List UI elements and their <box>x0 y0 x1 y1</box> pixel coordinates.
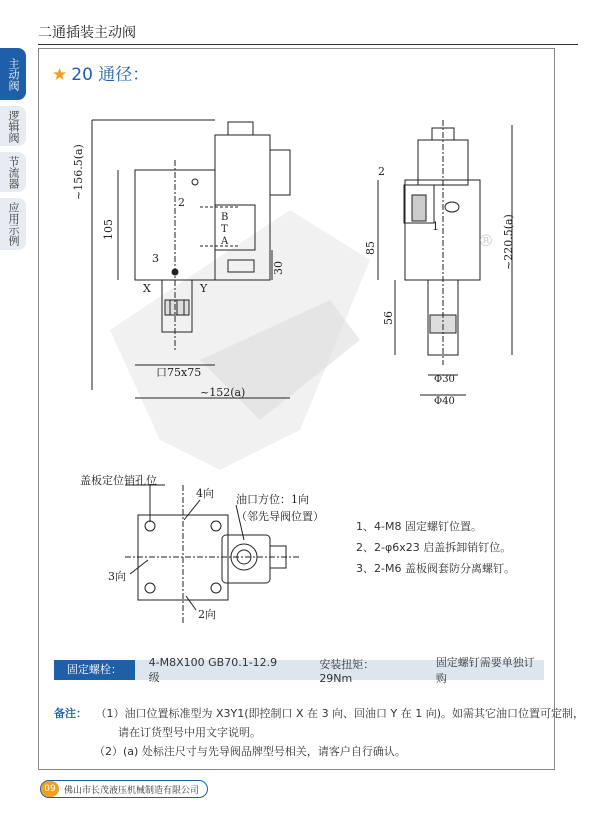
spec-bar <box>54 655 544 685</box>
spec-torque: 安装扭矩：29Nm <box>319 657 375 685</box>
dim-85: 85 <box>364 241 377 255</box>
dim-220: ~220.5(a) <box>502 214 515 270</box>
label-1-side: 1 <box>432 220 439 233</box>
oil-port-label: 油口方位：1向 <box>236 493 309 506</box>
spec-bolt: 4-M8X100 GB70.1-12.9 级 <box>148 655 278 684</box>
side-tab-application[interactable]: 应用示例 <box>0 198 26 250</box>
dia-30: Φ30 <box>434 374 455 385</box>
note-item: 2、2-φ6x23 启盖拆卸销钉位。 <box>356 541 512 554</box>
side-tab-logic-valve[interactable]: 逻辑阀 <box>0 106 26 146</box>
remark-item: （1）油口位置标准型为 X3Y1(即控制口 X 在 3 向、回油口 Y 在 1 向)。如需其它油口位置可定制， <box>101 707 585 720</box>
side-tab-throttle[interactable]: 节流器 <box>0 152 26 192</box>
label-2-side: 2 <box>378 165 385 178</box>
page-number: 09 <box>41 781 59 797</box>
plan-view <box>125 485 300 625</box>
dim-105: 105 <box>102 219 115 240</box>
remark-item: （2）(a) 处标注尺寸与先导阀品牌型号相关，请客户自行确认。 <box>94 745 406 758</box>
dim-156: ~156.5(a) <box>72 144 85 200</box>
dir-4-label: 4向 <box>196 487 214 500</box>
section-title-text: 20 通径： <box>71 65 150 85</box>
dim-152: ~152(a) <box>200 386 246 399</box>
pilot-position-label: （邻先导阀位置） <box>236 510 324 523</box>
dim-56: 56 <box>382 311 395 325</box>
spec-label: 固定螺栓： <box>54 660 135 680</box>
bta-b: B <box>221 212 229 223</box>
port-y-label: Y <box>200 282 208 295</box>
side-view <box>378 120 512 395</box>
solenoid-top <box>228 122 253 135</box>
label-2-front: 2 <box>178 196 185 209</box>
page-header-title: 二通插装主动阀 <box>38 25 136 41</box>
bta-a: A <box>221 236 229 247</box>
bta-t: T <box>221 224 228 235</box>
notes-list <box>356 516 515 579</box>
square-dim: 口75x75 <box>156 366 202 379</box>
registered-mark: ® <box>478 231 494 250</box>
note-item: 3、2-M6 盖板阀套防分离螺钉。 <box>356 562 515 575</box>
footer <box>40 780 208 798</box>
port-x-label: X <box>143 282 151 295</box>
side-tab-main-valve[interactable]: 主动阀 <box>0 48 26 100</box>
dir-2-label: 2向 <box>198 608 216 621</box>
dir-3-label: 3向 <box>108 570 126 583</box>
company-name: 佛山市长茂液压机械制造有限公司 <box>64 785 200 796</box>
note-item: 1、4-M8 固定螺钉位置。 <box>356 520 482 533</box>
star-icon: ★ <box>52 65 68 85</box>
dim-30: 30 <box>272 261 285 275</box>
watermark-logo <box>110 210 370 470</box>
remarks <box>54 704 584 761</box>
cover-pin-label: 盖板定位销孔位 <box>80 474 157 487</box>
dia-40: Φ40 <box>434 396 455 407</box>
label-3-front: 3 <box>152 252 159 265</box>
spec-order: 固定螺钉需要单独订购 <box>435 656 535 685</box>
connector-front <box>270 150 290 195</box>
remarks-label: 备注： <box>54 707 87 720</box>
remark-item: 请在订货型号中用文字说明。 <box>118 726 261 739</box>
